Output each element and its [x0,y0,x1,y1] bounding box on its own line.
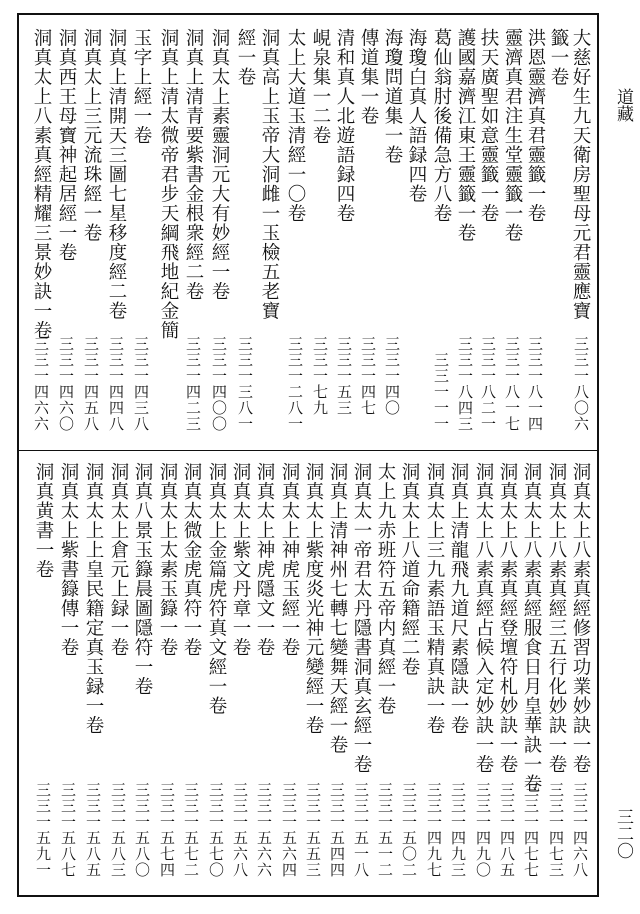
lower-title: 洞真太上三九素語玉精真訣一卷 [424,462,445,735]
upper-title: 籤一卷 [548,28,569,87]
lower-page-ref: 三三一四九〇 [474,782,492,878]
upper-title: 扶天廣聖如意靈籤一卷 [478,28,499,223]
upper-title: 護國嘉濟江東王靈籤一卷 [455,28,476,243]
lower-page-ref: 三三一五〇二 [400,782,418,878]
upper-title: 洞真上清開天三圖七星移度經二卷 [106,28,127,321]
lower-title: 洞真太上八素真經登壇符札妙訣一卷 [497,462,518,774]
upper-title: 大慈好生九天衛房聖母元君靈應寶 [570,28,591,321]
upper-page-ref: 三三一四三八 [132,336,150,432]
upper-title: 洞真太上八素真經精耀三景妙訣一卷 [31,28,52,340]
upper-title: 洞真高上玉帝大洞雌一玉檢五老寶 [259,28,280,321]
lower-page-ref: 三三一五四四 [328,782,346,878]
lower-page-ref: 三三一四七三 [547,782,565,878]
lower-title: 洞真太上八道命籍經二卷 [399,462,420,677]
lower-title: 洞真黄書一卷 [33,462,54,579]
upper-title: 洞真西王母寶神起居經一卷 [56,28,77,262]
lower-page-ref: 三三一四九七 [425,782,443,878]
lower-title: 洞真太上倉元上録一卷 [108,462,129,657]
lower-page-ref: 三三一五七二 [182,782,200,878]
lower-title: 洞真上清神州七轉七變舞天經一卷 [327,462,348,755]
upper-page-ref: 三三一二八一 [286,336,304,432]
lower-page-ref: 三三一五五三 [304,782,322,878]
upper-page-ref: 三三一四〇〇 [210,336,228,432]
lower-title: 洞真太上上皇民籍定真玉録一卷 [83,462,104,735]
lower-title: 洞真太上八素真經服食日月皇華訣一卷 [521,462,542,794]
upper-page-ref: 三三一一一 [432,352,450,432]
lower-title: 洞真太上八素真經占候入定妙訣一卷 [473,462,494,774]
upper-title: 傳道集一卷 [358,28,379,126]
upper-page-ref: 三三一四五八 [82,336,100,432]
lower-title: 太上九赤班符五帝内真經一卷 [375,462,396,716]
upper-page-ref: 三三一四四八 [107,336,125,432]
lower-title: 洞真太上八素真經修習功業妙訣一卷 [570,462,591,774]
lower-page-ref: 三三一五七四 [158,782,176,878]
upper-page-ref: 三三一四二三 [184,336,202,432]
lower-page-ref: 三三一四八五 [498,782,516,878]
upper-title: 洞真太上素靈洞元大有妙經一卷 [209,28,230,301]
page-number: 三二〇 [613,808,633,859]
lower-title: 洞真太上金篇虎符真文經一卷 [206,462,227,716]
upper-page-ref: 三三一四六〇 [57,336,75,432]
lower-title: 洞真太一帝君太丹隱書洞真玄經一卷 [351,462,372,774]
upper-title: 海瓊白真人語録四卷 [406,28,427,204]
lower-page-ref: 三三一五七〇 [207,782,225,878]
lower-page-ref: 三三一五八〇 [133,782,151,878]
upper-title: 洞真上清太微帝君步天綱飛地紀金簡 [158,28,179,340]
lower-page-ref: 三三一四七七 [522,782,540,878]
lower-page-ref: 三三一五八三 [109,782,127,878]
upper-title: 玉字上經一卷 [131,28,152,145]
upper-page-ref: 三三一三八一 [236,336,254,432]
lower-page-ref: 三三一五一八 [352,782,370,878]
upper-page-ref: 三三一八一七 [503,336,521,432]
lower-title: 洞真太上紫度炎光神元變經一卷 [303,462,324,735]
lower-title: 洞真太上太素玉籙一卷 [157,462,178,657]
lower-title: 洞真太上紫書籙傳一卷 [58,462,79,657]
upper-title: 洞真太上三元流珠經一卷 [81,28,102,243]
section-divider [17,450,599,451]
lower-title: 洞真太上神虎玉經一卷 [279,462,300,657]
lower-title: 洞真太上神虎隱文一卷 [254,462,275,657]
lower-title: 洞真太微金虎真符一卷 [181,462,202,657]
upper-title: 清和真人北遊語録四卷 [334,28,355,223]
lower-title: 洞真八景玉籙晨圖隱符一卷 [132,462,153,696]
collection-label: 道藏 [613,88,633,122]
upper-title: 海瓊問道集一卷 [382,28,403,165]
lower-page-ref: 三三一五六四 [280,782,298,878]
lower-page-ref: 三三一五六六 [255,782,273,878]
lower-page-ref: 三三一五八五 [84,782,102,878]
upper-page-ref: 三三一四六六 [32,336,50,432]
upper-title: 峴泉集一二卷 [310,28,331,145]
upper-title: 葛仙翁肘後備急方八卷 [431,28,452,223]
lower-title: 洞真太上紫文丹章一卷 [230,462,251,657]
upper-page-ref: 三三一八一四 [526,336,544,432]
lower-page-ref: 三三一五八七 [59,782,77,878]
upper-title: 經一卷 [235,28,256,87]
upper-title: 太上大道玉清經一〇卷 [285,28,306,223]
lower-page-ref: 三三一五六八 [231,782,249,878]
upper-page-ref: 三三一五三 [335,336,353,416]
lower-page-ref: 三三一四六八 [571,782,589,878]
upper-page-ref: 三三一四七 [359,336,377,416]
upper-page-ref: 三三一八四三 [456,336,474,432]
lower-page-ref: 三三一五一二 [376,782,394,878]
lower-title: 洞真上清龍飛九道尺素隱訣一卷 [448,462,469,735]
lower-title: 洞真太上八素真經三五行化妙訣一卷 [546,462,567,774]
upper-title: 靈濟真君注生堂靈籤一卷 [502,28,523,243]
upper-page-ref: 三三一八〇六 [572,336,590,432]
upper-title: 洞真上清青要紫書金根衆經二卷 [183,28,204,301]
upper-page-ref: 三三一八二一 [479,336,497,432]
lower-page-ref: 三三一四九三 [449,782,467,878]
upper-title: 洪恩靈濟真君靈籤一卷 [525,28,546,223]
upper-page-ref: 三三一七九 [311,336,329,416]
upper-page-ref: 三三一四〇 [383,336,401,416]
lower-page-ref: 三三一五九一 [34,782,52,878]
